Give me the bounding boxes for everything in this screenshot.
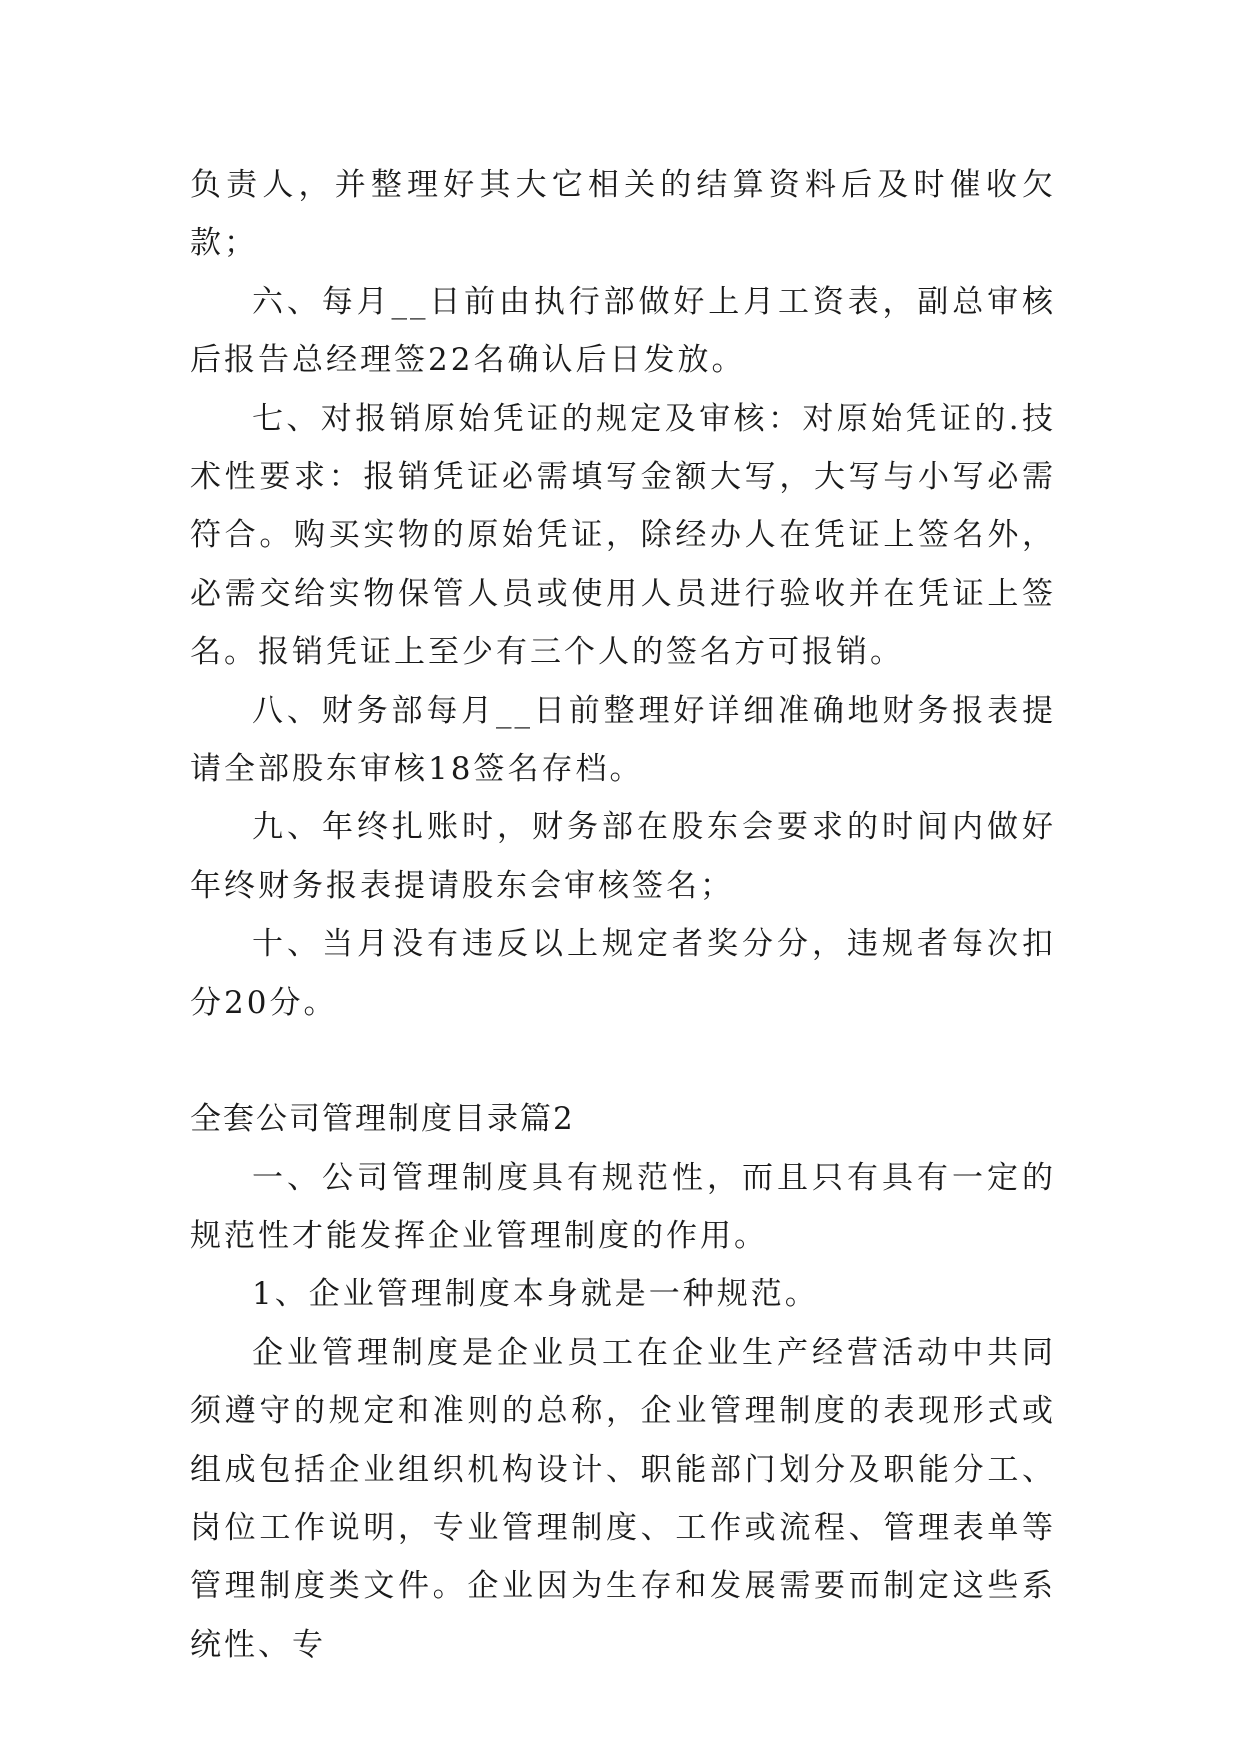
paragraph-section2-2: 1、企业管理制度本身就是一种规范。 [252,1276,819,1313]
document-body [190,156,1056,1674]
paragraph-item-7: 七、对报销原始凭证的规定及审核：对原始凭证的.技术性要求：报销凭证必需填写金额大写，大写与小写必需符合。购买实物的原始凭证，除经办人在凭证上签名外，必需交给实物保管人员或使用人员进行验收并在凭证上签名。报销凭证上至少有三个人的签名方可报销。 [190,400,1056,671]
paragraph-section2-3: 企业管理制度是企业员工在企业生产经营活动中共同须遵守的规定和准则的总称，企业管理制度的表现形式或组成包括企业组织机构设计、职能部门划分及职能分工、岗位工作说明，专业管理制度、工作或流程、管理表单等管理制度类文件。企业因为生存和发展需要而制定这些系统性、专 [190,1334,1056,1663]
paragraph-item-6: 六、每月__日前由执行部做好上月工资表，副总审核后报告总经理签22名确认后日发放。 [190,283,1056,379]
paragraph-continuation: 负责人，并整理好其大它相关的结算资料后及时催收欠款； [190,167,1056,262]
paragraph-section2-1: 一、公司管理制度具有规范性，而且只有具有一定的规范性才能发挥企业管理制度的作用。 [190,1159,1056,1254]
paragraph-item-8: 八、财务部每月__日前整理好详细准确地财务报表提请全部股东审核18签名存档。 [190,692,1056,788]
section-heading: 全套公司管理制度目录篇2 [190,1101,575,1138]
paragraph-item-9: 九、年终扎账时，财务部在股东会要求的时间内做好年终财务报表提请股东会审核签名； [190,809,1056,904]
paragraph-item-10: 十、当月没有违反以上规定者奖分分，违规者每次扣分20分。 [190,926,1056,1021]
